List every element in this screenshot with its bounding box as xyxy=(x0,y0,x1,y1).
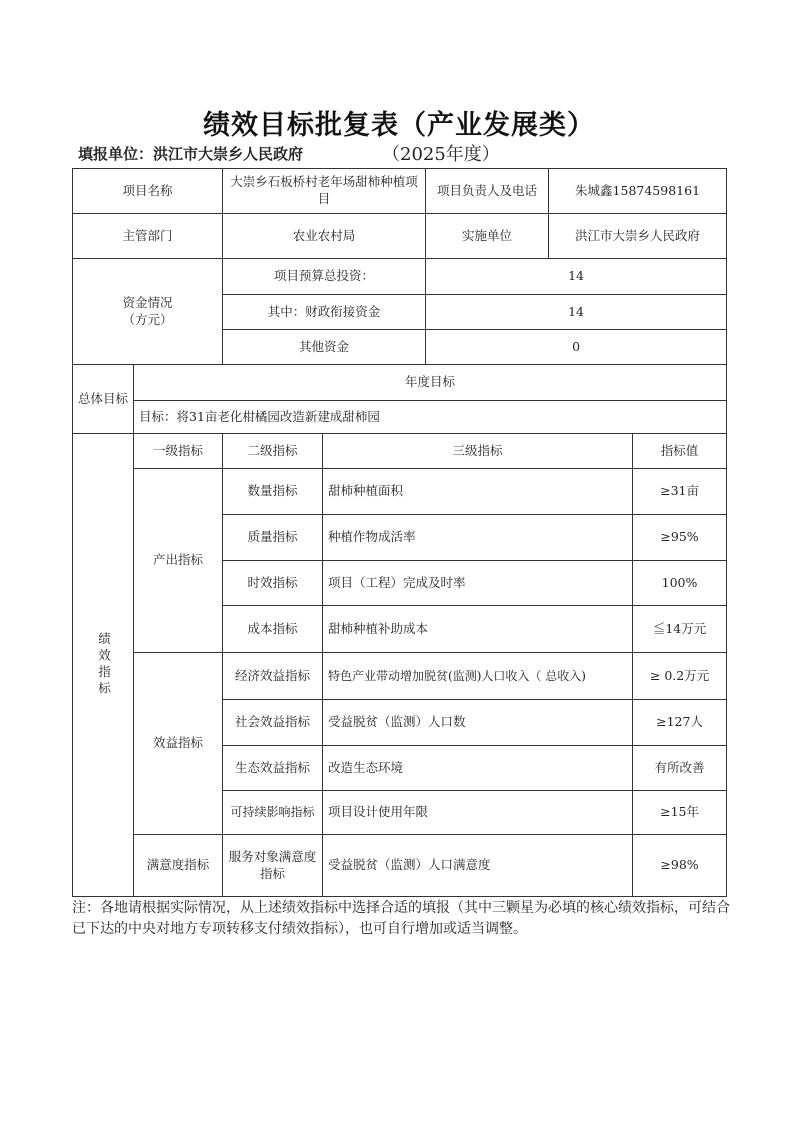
level2-cell: 数量指标 xyxy=(223,469,323,515)
funds-row-value: 0 xyxy=(426,330,727,365)
table-row xyxy=(73,469,727,515)
level3-cell: 甜柿种植面积 xyxy=(323,469,633,515)
funds-row-value: 14 xyxy=(426,259,727,295)
page-title: 绩效目标批复表（产业发展类） xyxy=(203,110,595,141)
table-row xyxy=(73,365,727,401)
level2-cell: 时效指标 xyxy=(223,561,323,606)
level3-cell: 改造生态环境 xyxy=(323,746,633,791)
level2-cell: 生态效益指标 xyxy=(223,746,323,791)
impl-value: 洪江市大崇乡人民政府 xyxy=(549,214,727,259)
funds-label xyxy=(73,259,223,365)
table-row xyxy=(73,169,727,214)
owner-value: 朱城鑫15874598161 xyxy=(549,169,727,214)
level2-cell: 服务对象满意度指标 xyxy=(223,835,323,897)
header-level3: 三级指标 xyxy=(323,434,633,469)
level2-cell: 可持续影响指标 xyxy=(223,791,323,835)
indicator-header-row xyxy=(73,434,727,469)
level1-cell: 满意度指标 xyxy=(134,835,223,897)
annual-target-label: 年度目标 xyxy=(134,365,727,401)
level3-cell: 甜柿种植补助成本 xyxy=(323,606,633,653)
level1-cell: 产出指标 xyxy=(134,469,223,653)
value-cell: ≦14万元 xyxy=(633,606,727,653)
owner-label: 项目负责人及电话 xyxy=(426,169,549,214)
annual-target-text: 目标：将31亩老化柑橘园改造新建成甜柿园 xyxy=(134,401,727,434)
level2-cell: 经济效益指标 xyxy=(223,653,323,700)
level3-cell: 项目设计使用年限 xyxy=(323,791,633,835)
funds-row-label: 其他资金 xyxy=(223,330,426,365)
dept-value: 农业农村局 xyxy=(223,214,426,259)
value-cell: ≥98% xyxy=(633,835,727,897)
level2-cell: 社会效益指标 xyxy=(223,700,323,746)
indicators-label-text: 绩效指标 xyxy=(96,632,112,698)
value-cell: ≥15年 xyxy=(633,791,727,835)
funds-row-value: 14 xyxy=(426,295,727,330)
table-row xyxy=(73,653,727,700)
table-row xyxy=(73,835,727,897)
project-name-label: 项目名称 xyxy=(73,169,223,214)
value-cell: 100% xyxy=(633,561,727,606)
footnote: 注：各地请根据实际情况，从上述绩效指标中选择合适的填报（其中三颗星为必填的核心绩效指标，可结合已下达的中央对地方专项转移支付绩效指标），也可自行增加或适当调整。 xyxy=(72,900,730,937)
level3-cell: 项目（工程）完成及时率 xyxy=(323,561,633,606)
overall-label: 总体目标 xyxy=(73,365,134,434)
funds-row-label: 其中：财政衔接资金 xyxy=(223,295,426,330)
level2-cell: 质量指标 xyxy=(223,515,323,561)
level3-cell: 特色产业带动增加脱贫(监测)人口收入（ 总收入) xyxy=(323,653,633,700)
filing-unit: 填报单位：洪江市大崇乡人民政府 xyxy=(78,145,304,163)
funds-label-text: 资金情况 xyxy=(122,294,173,310)
value-cell: ≥31亩 xyxy=(633,469,727,515)
indicators-label xyxy=(73,434,134,897)
level3-cell: 受益脱贫（监测）人口满意度 xyxy=(323,835,633,897)
header-level1: 一级指标 xyxy=(134,434,223,469)
project-name-value: 大崇乡石板桥村老年场甜柿种植项目 xyxy=(223,169,426,214)
table-row xyxy=(73,214,727,259)
funds-row-label: 项目预算总投资： xyxy=(223,259,426,295)
fiscal-year: （2025年度） xyxy=(382,144,500,165)
impl-label: 实施单位 xyxy=(426,214,549,259)
table-row xyxy=(73,401,727,434)
value-cell: 有所改善 xyxy=(633,746,727,791)
performance-table xyxy=(72,168,727,897)
level3-cell: 种植作物成活率 xyxy=(323,515,633,561)
dept-label: 主管部门 xyxy=(73,214,223,259)
level3-cell: 受益脱贫（监测）人口数 xyxy=(323,700,633,746)
header-value: 指标值 xyxy=(633,434,727,469)
table-row xyxy=(73,259,727,295)
level2-cell: 成本指标 xyxy=(223,606,323,653)
header-level2: 二级指标 xyxy=(223,434,323,469)
value-cell: ≥127人 xyxy=(633,700,727,746)
level1-cell: 效益指标 xyxy=(134,653,223,835)
funds-unit: （方元） xyxy=(122,311,173,327)
value-cell: ≥95% xyxy=(633,515,727,561)
value-cell: ≥ 0.2万元 xyxy=(633,653,727,700)
